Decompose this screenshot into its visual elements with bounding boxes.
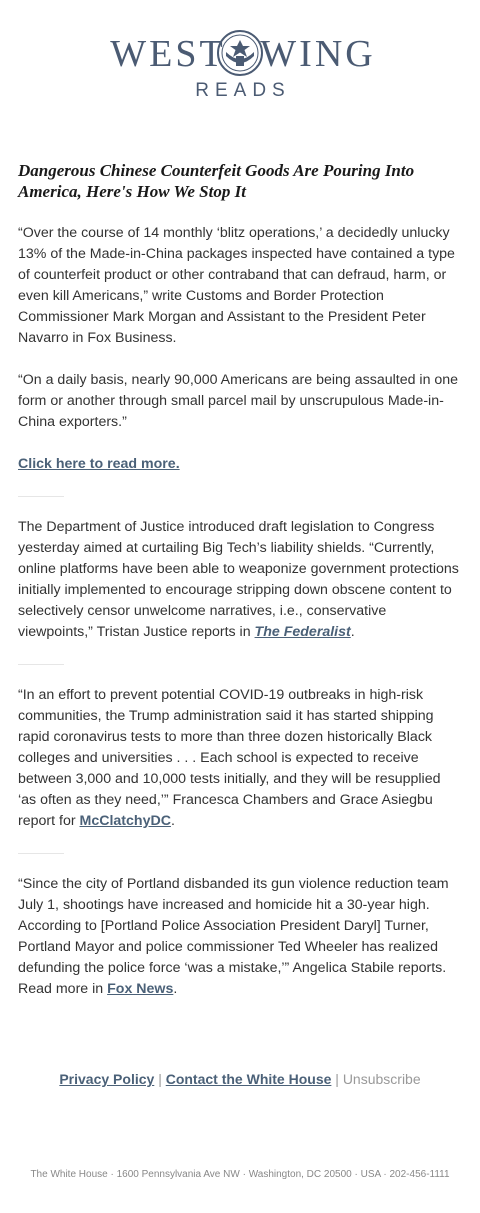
story-big-tech-text: The Department of Justice introduced draft legislation to Congress yesterday aimed at curtailing Big Tech’s liability shields. “Currently, online platforms have been able to weaponize government protections initially implemented to encourage stripping down obscene content to selectively censor unwelcome narratives, i.e., conservative viewpoints,” Tristan Justice reports in (18, 519, 459, 640)
story-covid-tests (18, 685, 462, 832)
unsubscribe-link[interactable]: Unsubscribe (342, 1071, 421, 1087)
story-portland-end: . (173, 981, 178, 997)
story-big-tech (18, 517, 462, 643)
story-portland (18, 874, 462, 1000)
story-portland-text: “Since the city of Portland disbanded its gun violence reduction team July 1, shootings have increased and homicide hit a 30-year high. According to [Portland Police Association President Daryl] Turner, Portland Mayor and police commissioner Ted Wheeler has realized defunding the police force ‘was a mistake,’” Angelica Stabile reports. Read more in (18, 876, 449, 997)
mcclatchydc-link[interactable]: McClatchyDC (79, 813, 171, 829)
footer-links (0, 1068, 480, 1090)
story-covid-tests-text: “In an effort to prevent potential COVID-19 outbreaks in high-risk communities, the Trump administration said it has started shipping rapid coronavirus tests to more than three dozen historically Black colleges and universities . . . Each school is expected to receive between 3,000 and 10,000 tests initially, and they will be resupplied ‘as often as they need,’” Francesca Chambers and Grace Asiegbu report for (18, 687, 441, 829)
west-wing-reads-logo (0, 26, 480, 102)
article-paragraph-1: “Over the course of 14 monthly ‘blitz operations,’ a decidedly unlucky 13% of the Made-in-China packages inspected have contained a type of counterfeit product or other contraband that can defraud, harm, or even kill Americans,” write Customs and Border Protection Commissioner Mark Morgan and Assistant to the President Peter Navarro in Fox Business. (18, 225, 455, 346)
read-more-paragraph (18, 454, 462, 475)
footer-separator: | (335, 1071, 339, 1087)
read-more-link[interactable]: Click here to read more. (18, 456, 180, 472)
logo-right-word: WING (260, 33, 376, 75)
logo-graphic (0, 26, 480, 102)
story-covid-tests-end: . (170, 813, 175, 829)
contact-white-house-link[interactable]: Contact the White House (165, 1071, 332, 1087)
footer-separator: | (158, 1071, 162, 1087)
article-paragraph-2: “On a daily basis, nearly 90,000 Americans are being assaulted in one form or another through small parcel mail by unscrupulous Made-in-China exporters.” (18, 372, 459, 430)
privacy-policy-link[interactable]: Privacy Policy (59, 1071, 155, 1087)
article-title: Dangerous Chinese Counterfeit Goods Are Pouring Into America, Here's How We Stop It (18, 161, 415, 201)
footer-address: The White House · 1600 Pennsylvania Ave NW · Washington, DC 20500 · USA · 202-456-1111 (30, 1169, 450, 1180)
fox-news-link[interactable]: Fox News (107, 981, 174, 997)
section-divider (18, 853, 64, 854)
newsletter-content (18, 160, 462, 1021)
logo-subtitle: READS (195, 80, 291, 101)
story-big-tech-end: . (350, 624, 355, 640)
section-divider (18, 664, 64, 665)
the-federalist-link[interactable]: The Federalist (254, 624, 351, 640)
section-divider (18, 496, 64, 497)
email-header (0, 0, 480, 130)
logo-left-word: WEST (110, 33, 226, 75)
